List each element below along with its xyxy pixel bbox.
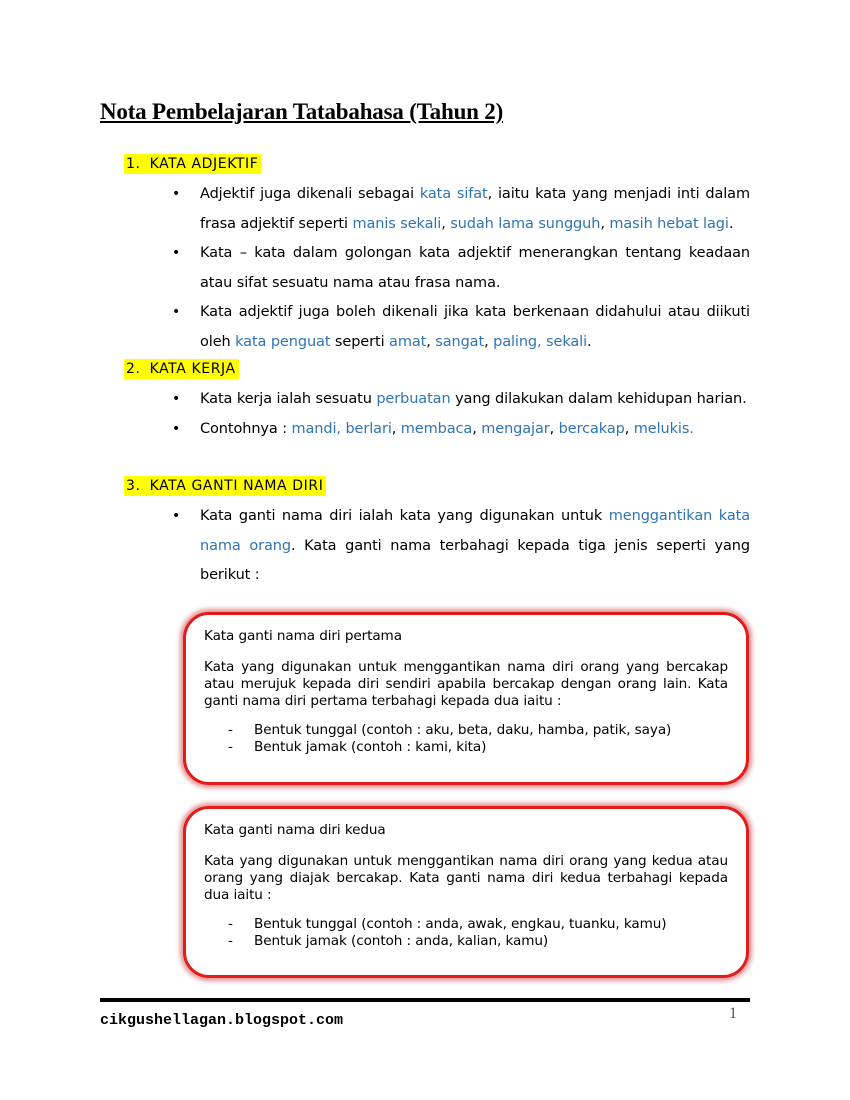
section-title: KATA ADJEKTIF <box>149 156 259 172</box>
text-run: Kata ganti nama diri ialah kata yang digunakan untuk <box>200 508 609 524</box>
box-list <box>204 916 728 950</box>
bullet-list-kata-ganti-nama-diri <box>172 502 750 591</box>
section-number: 1. <box>126 156 141 172</box>
text-run: Adjektif juga dikenali sebagai <box>200 186 420 202</box>
bullet-item <box>172 415 750 445</box>
info-box-second-person <box>183 806 749 978</box>
text-run: , <box>549 420 559 437</box>
text-run: Kata adjektif juga boleh dikenali jika kata berkenaan didahului atau diikuti oleh <box>200 304 750 350</box>
page-title: Nota Pembelajaran Tatabahasa (Tahun 2) <box>100 99 504 124</box>
text-run: . <box>587 333 592 350</box>
text-run: , <box>484 333 494 350</box>
bullet-item <box>172 385 750 415</box>
bullet-list-kata-kerja <box>172 385 750 444</box>
section-title: KATA GANTI NAMA DIRI <box>149 478 324 494</box>
box-body: Kata yang digunakan untuk menggantikan nama diri orang yang bercakap atau merujuk kepada diri sendiri apabila bercakap dengan orang lain. Kata ganti nama diri pertama terbahagi kepada dua iaitu : <box>204 659 728 709</box>
text-run: , iaitu kata yang menjadi inti dalam frasa adjektif seperti <box>200 186 750 232</box>
box-list-item: - Bentuk tunggal (contoh : aku, beta, daku, hamba, patik, saya) <box>228 722 728 739</box>
info-box-first-person <box>183 612 749 785</box>
box-list <box>204 722 728 756</box>
section-number: 2. <box>126 361 141 377</box>
keyword: masih hebat lagi <box>609 215 729 232</box>
box-list-item: - Bentuk tunggal (contoh : anda, awak, engkau, tuanku, kamu) <box>228 916 728 933</box>
box-title: Kata ganti nama diri pertama <box>204 628 402 644</box>
bullet-item <box>172 298 750 357</box>
keyword: menggantikan kata nama orang <box>200 508 750 554</box>
keyword: melukis. <box>633 420 694 437</box>
box-body: Kata yang digunakan untuk menggantikan nama diri orang yang kedua atau orang yang diajak bercakap. Kata ganti nama diri kedua terbahagi kepada dua iaitu : <box>204 853 728 903</box>
keyword: amat <box>389 333 427 350</box>
text-run: yang dilakukan dalam kehidupan harian. <box>450 391 747 407</box>
keyword: paling, sekali <box>493 333 588 350</box>
text-run: Contohnya : <box>200 420 292 437</box>
bullet-item <box>172 180 750 239</box>
section-number: 3. <box>126 478 141 494</box>
keyword: membaca <box>400 420 473 437</box>
text-run: , <box>624 420 634 437</box>
section-title: KATA KERJA <box>149 361 236 377</box>
text-run: , <box>426 333 436 350</box>
text-run: . Kata ganti nama terbahagi kepada tiga jenis seperti yang berikut : <box>200 537 750 583</box>
bullet-item <box>172 502 750 591</box>
text-run: , <box>441 215 451 232</box>
keyword: bercakap <box>558 420 625 437</box>
text-run: , <box>600 215 610 232</box>
keyword: sangat <box>435 333 485 350</box>
keyword: sudah lama sungguh <box>450 215 601 232</box>
text-run: , <box>391 420 401 437</box>
bullet-item <box>172 239 750 298</box>
section-heading-kata-adjektif <box>124 154 261 174</box>
box-list-item: - Bentuk jamak (contoh : kami, kita) <box>228 739 728 756</box>
section-heading-kata-kerja <box>124 359 239 379</box>
text-run: . <box>728 215 734 232</box>
section-heading-kata-ganti-nama-diri <box>124 476 326 496</box>
box-title: Kata ganti nama diri kedua <box>204 822 386 838</box>
page-number: 1 <box>729 1005 737 1022</box>
keyword: kata sifat <box>419 186 488 202</box>
text-run: , <box>472 420 482 437</box>
keyword: perbuatan <box>376 391 451 407</box>
keyword: mandi, berlari <box>291 420 392 437</box>
text-run: Kata kerja ialah sesuatu <box>200 391 377 407</box>
text-run: Kata – kata dalam golongan kata adjektif menerangkan tentang keadaan atau sifat sesuatu nama atau frasa nama. <box>200 245 750 291</box>
footer-divider <box>100 998 750 1002</box>
text-run: seperti <box>330 333 390 350</box>
keyword: kata penguat <box>235 333 331 350</box>
keyword: mengajar <box>481 420 550 437</box>
footer-site: cikgushellagan.blogspot.com <box>100 1012 344 1029</box>
box-list-item: - Bentuk jamak (contoh : anda, kalian, kamu) <box>228 933 728 950</box>
keyword: manis sekali <box>352 215 442 232</box>
bullet-list-kata-adjektif <box>172 180 750 357</box>
